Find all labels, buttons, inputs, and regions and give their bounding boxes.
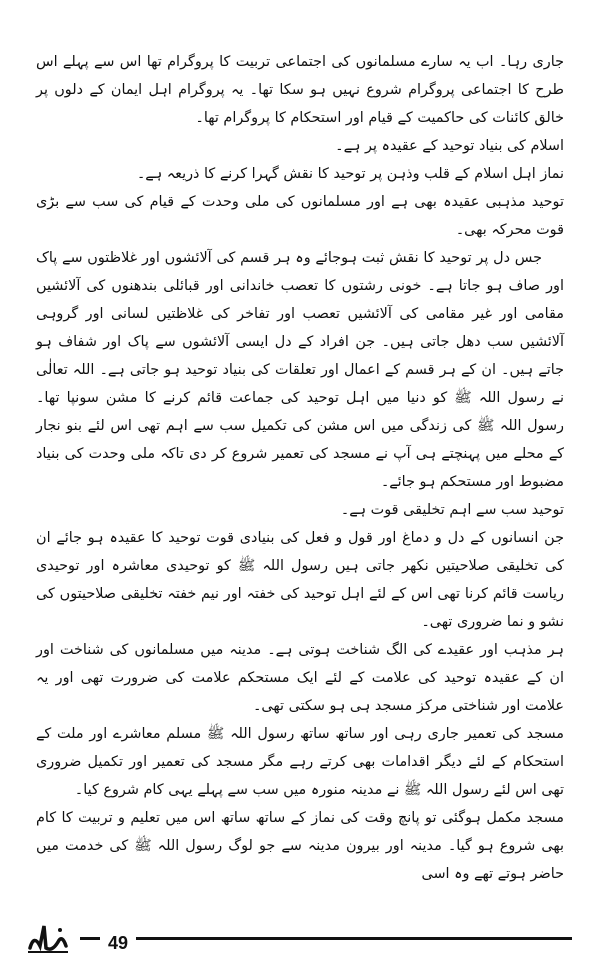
paragraph-8: ہر مذہب اور عقیدے کی الگ شناخت ہوتی ہے۔ مدینہ میں مسلمانوں کی شناخت اور ان کے عقیدہ توحید کی علامت کے لئے ایک مستحکم علامت کی ضرورت تھی اور یہ علامت اور شناختی مرکز مسجد ہی ہو سکتی تھی۔ [36,642,564,714]
paragraph-4: توحید مذہبی عقیدہ بھی ہے اور مسلمانوں کی ملی وحدت کے قیام کی سب سے بڑی قوت محرکہ بھی۔ [36,194,564,238]
footer-rule [80,937,572,940]
paragraph-7: جن انسانوں کے دل و دماغ اور قول و فعل کی بنیادی قوت توحید کا عقیدہ ہو جائے ان کی تخلیقی صلاحیتیں نکھر جاتی ہیں رسول اللہ ﷺ کو توحیدی معاشرہ اور توحیدی ریاست قائم کرنا تھی اس کے لئے اہل توحید کی خفتہ اور نیم خفتہ تخلیقی صلاحیتوں کی نشو و نما ضروری تھی۔ [36,530,564,630]
alameen-logo [24,916,72,960]
paragraph-1: جاری رہا۔ اب یہ سارے مسلمانوں کی اجتماعی تربیت کا پروگرام تھا اس سے پہلے اس طرح کا اجتماعی پروگرام شروع نہیں ہو سکا تھا۔ یہ پروگرام اہل ایمان کے دلوں پر خالق کائنات کی حاکمیت کے قیام اور استحکام کا پروگرام تھا۔ [36,54,564,126]
paragraph-9: مسجد کی تعمیر جاری رہی اور ساتھ ساتھ رسول اللہ ﷺ مسلم معاشرے اور ملت کے استحکام کے لئے دیگر اقدامات بھی کرتے رہے مگر مسجد کی تعمیر اور تکمیل ضروری تھی اس لئے رسول اللہ ﷺ نے مدینہ منورہ میں سب سے پہلے یہی کام شروع کیا۔ [36,726,564,798]
paragraph-3: نماز اہل اسلام کے قلب وذہن پر توحید کا نقش گہرا کرنے کا ذریعہ ہے۔ [136,166,564,182]
page-footer [0,910,600,968]
page-body [36,48,564,888]
paragraph-2: اسلام کی بنیاد توحید کے عقیدہ پر ہے۔ [335,138,564,154]
paragraph-6: توحید سب سے اہم تخلیقی قوت ہے۔ [340,502,564,518]
alameen-logo-mark [24,916,72,960]
page-number: 49 [100,932,136,954]
paragraph-5: جس دل پر توحید کا نقش ثبت ہوجائے وہ ہر قسم کی آلائشوں اور غلاظتوں سے پاک اور صاف ہو جاتا ہے۔ خونی رشتوں کا تعصب خاندانی اور قبائلی بندھنوں کی آلائشیں مقامی اور غیر مقامی کی آلائشیں تعصب اور تفاخر کی غلاظتیں لسانی اور گروہی آلائشیں سب دھل جاتی ہیں۔ جن افراد کے دل ایسی آلائشوں سے پاک اور شفاف ہو جاتے ہیں۔ ان کے ہر قسم کے اعمال اور تعلقات کی بنیاد توحید ہو جاتی ہے۔ اللہ تعالٰی نے رسول اللہ ﷺ کو دنیا میں اہل توحید کی جماعت قائم کرنے کا مشن سونپا تھا۔ رسول اللہ ﷺ کی زندگی میں اس مشن کی تکمیل سب سے اہم تھی اس لئے بنو نجار کے محلے میں پہنچتے ہی آپ نے مسجد کی تعمیر شروع کر دی تاکہ ملی وحدت کی بنیاد مضبوط اور مستحکم ہو جائے۔ [36,250,564,490]
paragraph-10: مسجد مکمل ہوگئی تو پانچ وقت کی نماز کے ساتھ ساتھ اس میں تعلیم و تربیت کا کام بھی شروع ہو گیا۔ مدینہ اور بیرون مدینہ سے جو لوگ رسول اللہ ﷺ کی خدمت میں حاضر ہوتے تھے وہ اسی [36,810,564,882]
